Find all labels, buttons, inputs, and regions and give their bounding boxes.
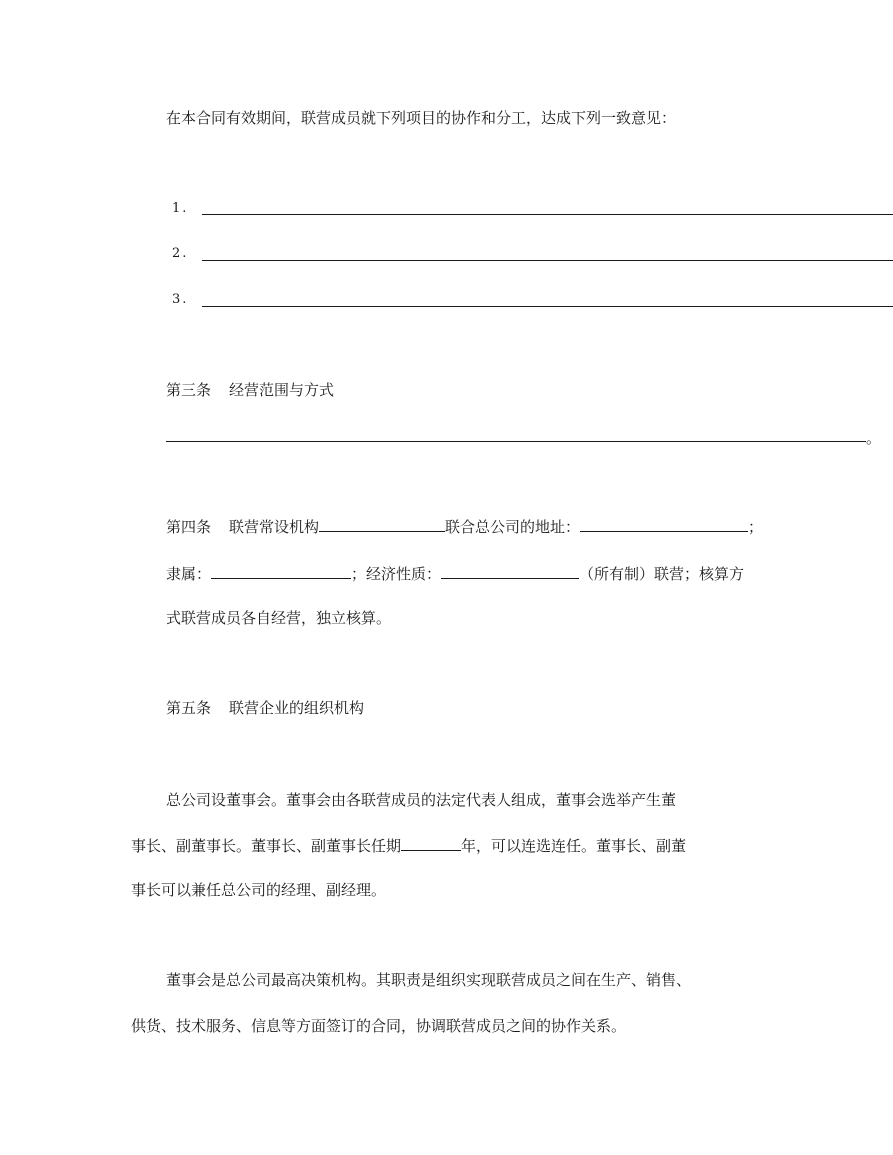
paragraph-1-text-b: 年，可以连选连任。董事长、副董	[461, 837, 687, 855]
article-4-line-1	[166, 516, 763, 537]
article-4-label-institution: 联营常设机构	[229, 518, 320, 536]
item-number-1: 1.	[172, 201, 189, 216]
institution-blank	[319, 516, 445, 532]
article-5-title: 联营企业的组织机构	[229, 699, 365, 717]
article-4-line-2	[166, 563, 744, 584]
paragraph-2-line-1: 董事会是总公司最高决策机构。其职责是组织实现联营成员之间在生产、销售、	[166, 971, 692, 989]
article-5-number: 第五条	[166, 699, 212, 717]
nature-blank	[441, 563, 579, 579]
item-blank-line-1	[202, 214, 893, 215]
affiliation-blank	[211, 563, 351, 579]
item-number-2: 2.	[172, 246, 189, 261]
article-5-heading	[166, 698, 364, 718]
paragraph-1-line-2	[131, 835, 686, 856]
article-3-heading	[166, 380, 334, 400]
paragraph-2-line-2: 供货、技术服务、信息等方面签订的合同，协调联营成员之间的协作关系。	[131, 1017, 627, 1035]
article-4-label-nature: ；经济性质：	[351, 565, 442, 583]
article-4-label-affiliation: 隶属：	[166, 565, 212, 583]
article-3-blank-line	[166, 441, 866, 442]
paragraph-1-line-3: 事长可以兼任总公司的经理、副经理。	[131, 881, 387, 899]
item-blank-line-2	[202, 260, 893, 261]
article-4-number: 第四条	[166, 518, 212, 536]
address-blank	[580, 516, 748, 532]
paragraph-1-text-a: 事长、副董事长。董事长、副董事长任期	[131, 837, 402, 855]
article-4-semicolon: ；	[748, 518, 764, 536]
intro-text: 在本合同有效期间，联营成员就下列项目的协作和分工，达成下列一致意见：	[166, 109, 677, 127]
article-4-label-ownership: （所有制）联营；核算方	[579, 565, 745, 583]
item-number-3: 3.	[172, 292, 189, 307]
article-4-line-3: 式联营成员各自经营，独立核算。	[166, 609, 392, 627]
term-years-blank	[401, 835, 461, 851]
paragraph-1-line-1: 总公司设董事会。董事会由各联营成员的法定代表人组成，董事会选举产生董	[166, 791, 677, 809]
article-3-number: 第三条	[166, 381, 212, 399]
article-4-label-address: 联合总公司的地址：	[445, 518, 581, 536]
article-3-period: 。	[866, 429, 882, 447]
article-3-title: 经营范围与方式	[229, 381, 335, 399]
item-blank-line-3	[202, 306, 893, 307]
